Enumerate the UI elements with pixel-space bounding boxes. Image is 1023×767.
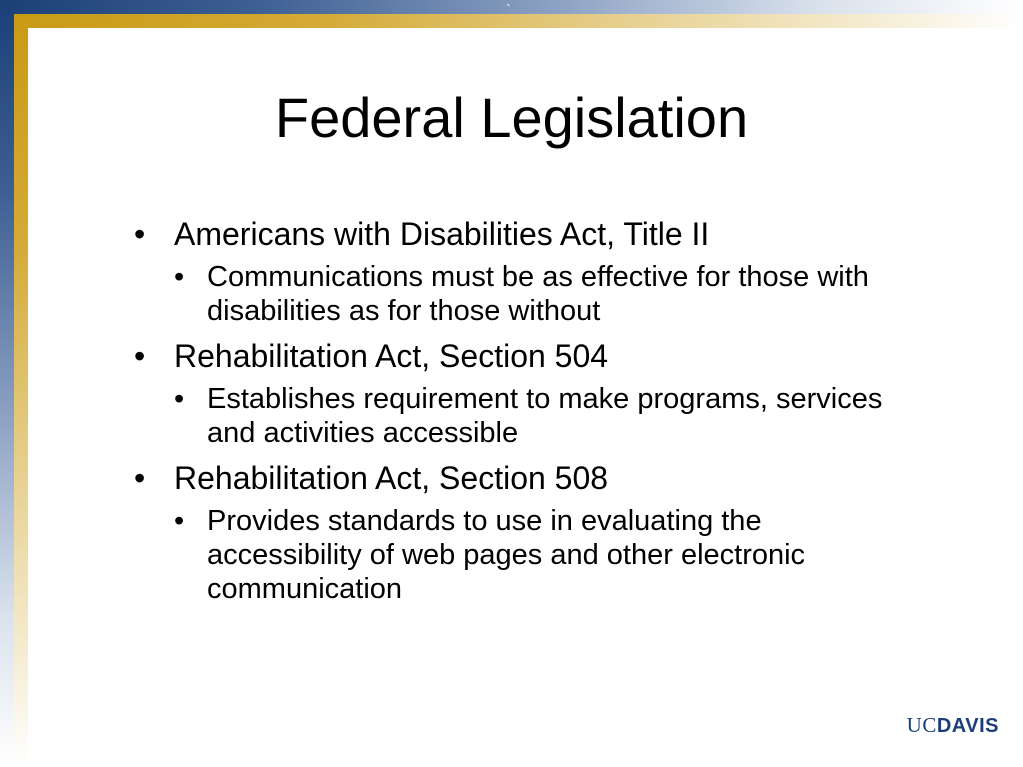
bullet-list bbox=[130, 216, 920, 616]
sub-bullet-text: Provides standards to use in evaluating the accessibility of web pages and other electronic communication bbox=[207, 505, 806, 605]
sub-bullet-list bbox=[174, 504, 920, 606]
logo-davis-text: DAVIS bbox=[936, 715, 999, 737]
top-mark: ` bbox=[506, 1, 511, 17]
ucdavis-logo bbox=[907, 714, 999, 737]
sub-bullet-item bbox=[174, 382, 920, 450]
bullet-dot-icon: • bbox=[134, 216, 146, 252]
bullet-dot-icon: • bbox=[134, 460, 146, 496]
slide-title: Federal Legislation bbox=[274, 86, 749, 149]
bullet-dot-icon: • bbox=[174, 383, 185, 415]
sub-bullet-item bbox=[174, 504, 920, 606]
bullet-text: Rehabilitation Act, Section 504 bbox=[174, 338, 609, 374]
sub-bullet-text: Communications must be as effective for those with disabilities as for those without bbox=[207, 261, 869, 327]
bullet-dot-icon: • bbox=[174, 261, 185, 293]
bullet-item-ada bbox=[130, 216, 920, 328]
sub-bullet-list bbox=[174, 382, 920, 450]
bullet-item-504 bbox=[130, 338, 920, 450]
bullet-item-508 bbox=[130, 460, 920, 606]
bullet-text: Americans with Disabilities Act, Title II bbox=[174, 216, 710, 252]
bullet-text: Rehabilitation Act, Section 508 bbox=[174, 460, 609, 496]
gold-top-accent bbox=[14, 14, 1023, 28]
sub-bullet-list bbox=[174, 260, 920, 328]
logo-uc-text: UC bbox=[906, 713, 937, 737]
sub-bullet-item bbox=[174, 260, 920, 328]
bullet-dot-icon: • bbox=[134, 338, 146, 374]
sub-bullet-text: Establishes requirement to make programs, services and activities accessible bbox=[207, 383, 883, 449]
bullet-dot-icon: • bbox=[174, 505, 185, 537]
